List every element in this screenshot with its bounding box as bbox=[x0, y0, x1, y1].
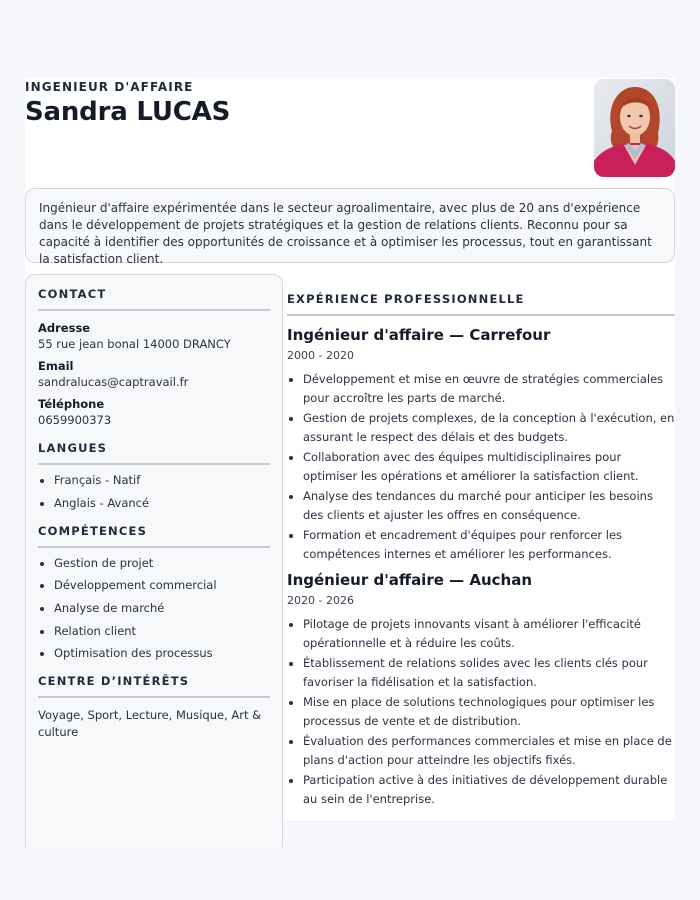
resume-header bbox=[25, 78, 675, 180]
list-item: • Évaluation des performances commerciales et mise en place de plans d'action pour atteindre les objectifs fixés. bbox=[303, 732, 675, 769]
divider bbox=[38, 696, 270, 698]
job-bullets bbox=[287, 615, 675, 808]
profile-photo bbox=[594, 79, 675, 177]
job-title: INGENIEUR D'AFFAIRE bbox=[25, 80, 194, 94]
phone-label: Téléphone bbox=[38, 397, 105, 411]
divider bbox=[287, 314, 675, 316]
list-item: • Formation et encadrement d'équipes pour renforcer les compétences internes et améliorer les performances. bbox=[303, 526, 675, 563]
list-item: • Français - Natif bbox=[54, 473, 270, 488]
email-label: Email bbox=[38, 359, 74, 373]
divider bbox=[38, 463, 270, 465]
list-item: • Établissement de relations solides avec les clients clés pour favoriser la fidélisation et la satisfaction. bbox=[303, 654, 675, 691]
list-item: • Mise en place de solutions technologiques pour optimiser les processus de vente et de distribution. bbox=[303, 693, 675, 730]
experience-title: EXPÉRIENCE PROFESSIONNELLE bbox=[287, 292, 525, 306]
job-heading: Ingénieur d'affaire — Carrefour bbox=[287, 326, 551, 344]
list-item: • Pilotage de projets innovants visant à améliorer l'efficacité opérationnelle et à réduire les coûts. bbox=[303, 615, 675, 652]
list-item: • Optimisation des processus bbox=[54, 646, 270, 661]
list-item: • Développement commercial bbox=[54, 578, 270, 593]
list-item: • Gestion de projets complexes, de la conception à l'exécution, en assurant le respect des délais et des budgets. bbox=[303, 409, 675, 446]
resume-page bbox=[25, 78, 675, 820]
phone-value: 0659900373 bbox=[38, 413, 112, 427]
list-item: • Anglais - Avancé bbox=[54, 496, 270, 511]
address-label: Adresse bbox=[38, 321, 91, 335]
skills-list bbox=[38, 556, 270, 662]
list-item: • Relation client bbox=[54, 624, 270, 639]
job-entry-carrefour bbox=[287, 326, 675, 563]
contact-title: CONTACT bbox=[38, 287, 107, 301]
languages-list bbox=[38, 473, 270, 511]
list-item: • Analyse de marché bbox=[54, 601, 270, 616]
divider bbox=[38, 309, 270, 311]
job-dates: 2020 - 2026 bbox=[287, 594, 354, 607]
interests-text: Voyage, Sport, Lecture, Musique, Art & culture bbox=[38, 708, 262, 740]
job-bullets bbox=[287, 370, 675, 563]
job-entry-auchan bbox=[287, 571, 675, 808]
list-item: • Gestion de projet bbox=[54, 556, 270, 571]
email-value: sandralucas@captravail.fr bbox=[38, 375, 189, 389]
divider bbox=[38, 546, 270, 548]
job-heading: Ingénieur d'affaire — Auchan bbox=[287, 571, 533, 589]
interests-title: CENTRE D’INTÉRÊTS bbox=[38, 674, 190, 689]
job-dates: 2000 - 2020 bbox=[287, 349, 354, 362]
address-value: 55 rue jean bonal 14000 DRANCY bbox=[38, 337, 231, 351]
skills-title: COMPÉTENCES bbox=[38, 523, 148, 538]
list-item: • Participation active à des initiatives de développement durable au sein de l'entreprise. bbox=[303, 771, 675, 808]
list-item: • Développement et mise en œuvre de stratégies commerciales pour accroître les parts de marché. bbox=[303, 370, 675, 407]
list-item: • Collaboration avec des équipes multidisciplinaires pour optimiser les opérations et améliorer la satisfaction client. bbox=[303, 448, 675, 485]
profile-summary: Ingénieur d'affaire expérimentée dans le secteur agroalimentaire, avec plus de 20 ans d'expérience dans le développement de projets stratégiques et la gestion de relations clients. Reconnu pour sa capacité à identifier des opportunités de croissance et à optimiser les processus, tout en garantissant la satisfaction client. bbox=[25, 188, 675, 263]
candidate-name: Sandra LUCAS bbox=[25, 97, 231, 127]
list-item: • Analyse des tendances du marché pour anticiper les besoins des clients et ajuster les offres en conséquence. bbox=[303, 487, 675, 524]
experience-section bbox=[287, 292, 675, 810]
sidebar bbox=[25, 274, 283, 847]
languages-title: LANGUES bbox=[38, 441, 108, 455]
